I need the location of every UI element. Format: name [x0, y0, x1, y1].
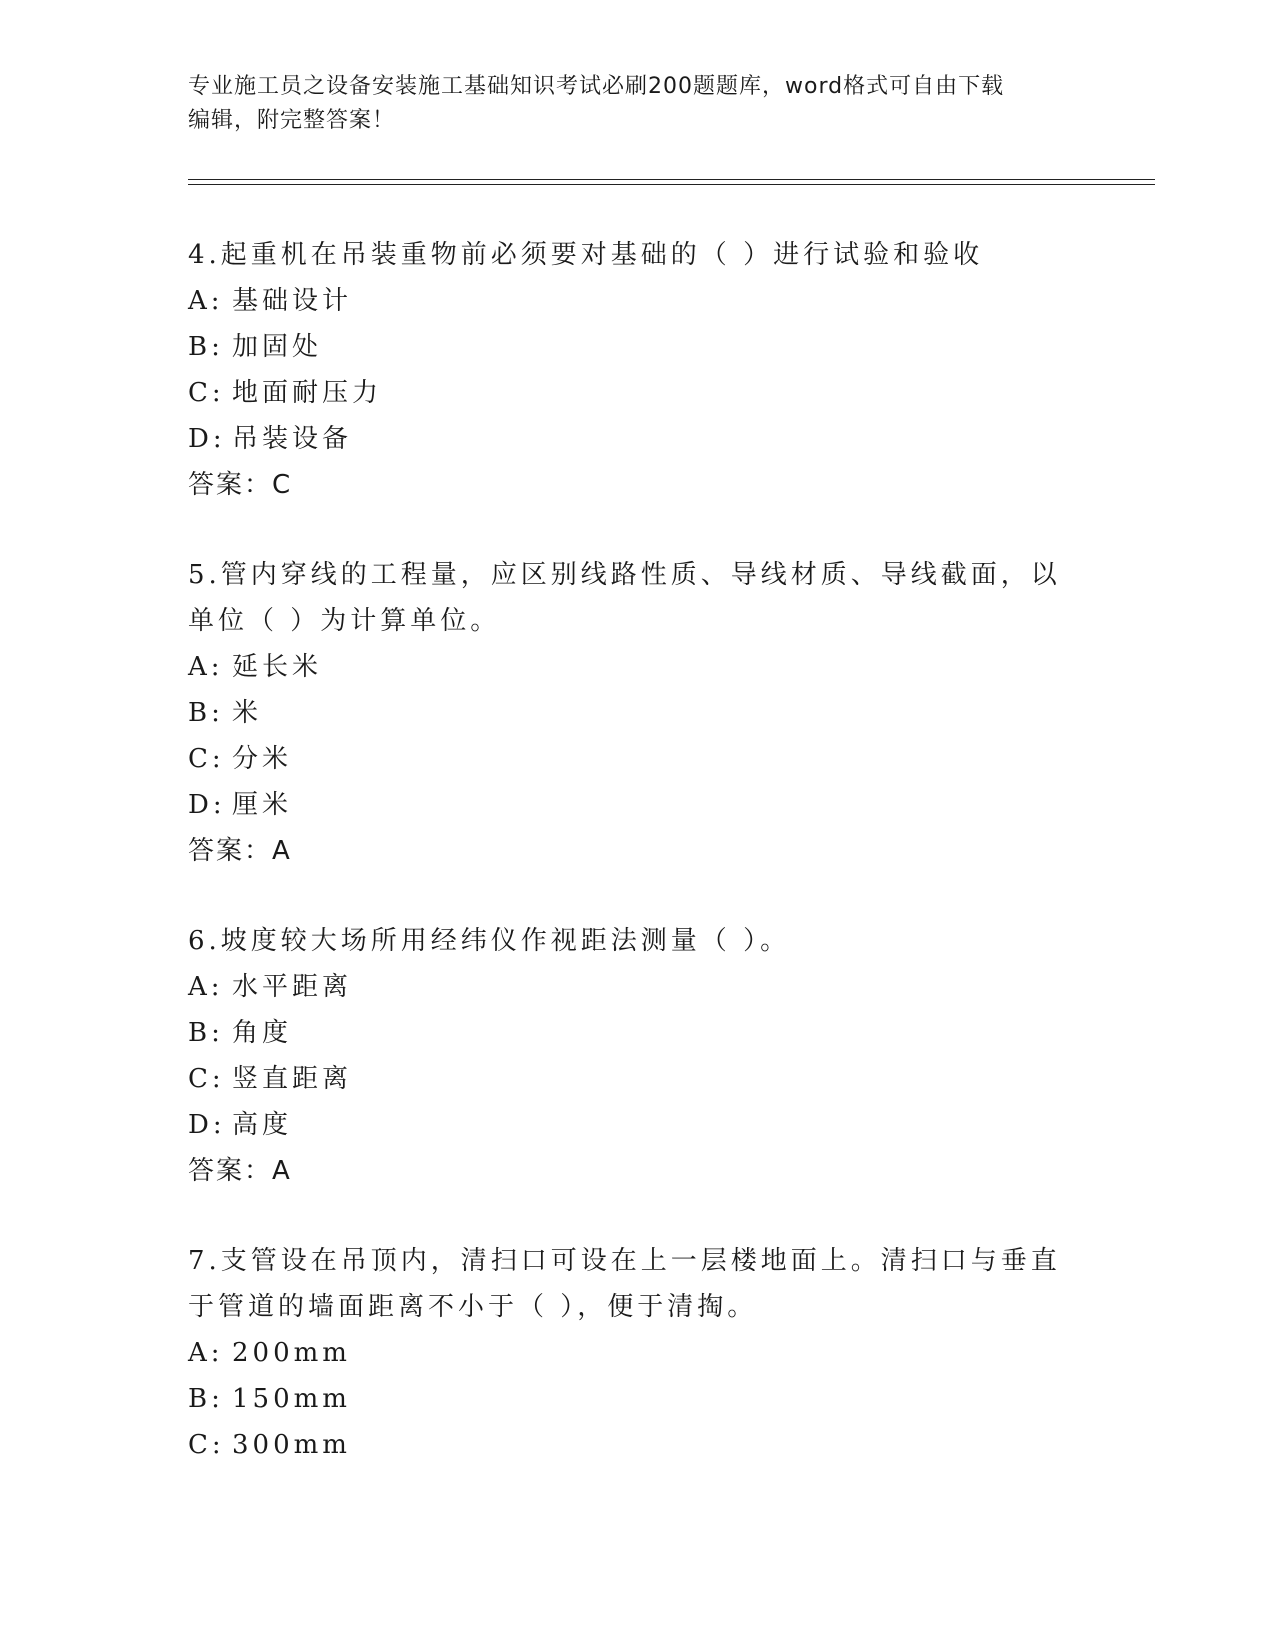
option-d: D: 厘米	[188, 790, 293, 820]
question-stem: 7.支管设在吊顶内，清扫口可设在上一层楼地面上。清扫口与垂直于管道的墙面距离不小于（ ），便于清掏。	[188, 1246, 1061, 1322]
document-header	[188, 70, 1088, 138]
option-c: C: 竖直距离	[188, 1064, 353, 1094]
header-divider-bottom	[188, 184, 1155, 185]
header-divider-top	[188, 179, 1155, 180]
answer-label: 答案：A	[188, 836, 292, 866]
option-b: B: 角度	[188, 1018, 293, 1048]
option-a: A: 延长米	[188, 652, 323, 682]
header-line-1: 专业施工员之设备安装施工基础知识考试必刷200题题库，word格式可自由下载	[188, 74, 1005, 99]
option-a: A: 基础设计	[188, 286, 353, 316]
option-c: C: 分米	[188, 744, 293, 774]
question-stem: 5.管内穿线的工程量，应区别线路性质、导线材质、导线截面，以单位（ ）为计算单位。	[188, 560, 1061, 636]
option-c: C: 300mm	[188, 1430, 351, 1460]
question-7	[188, 1238, 1088, 1468]
question-4	[188, 232, 1088, 508]
option-b: B: 150mm	[188, 1384, 351, 1414]
option-a: A: 水平距离	[188, 972, 353, 1002]
option-c: C: 地面耐压力	[188, 378, 383, 408]
answer-label: 答案：C	[188, 470, 293, 500]
option-d: D: 吊装设备	[188, 424, 353, 454]
header-line-2: 编辑，附完整答案！	[188, 108, 396, 133]
question-5	[188, 552, 1088, 874]
option-b: B: 加固处	[188, 332, 323, 362]
question-stem: 6.坡度较大场所用经纬仪作视距法测量（ ）。	[188, 926, 791, 956]
answer-label: 答案：A	[188, 1156, 292, 1186]
question-list	[188, 232, 1088, 1512]
option-d: D: 高度	[188, 1110, 293, 1140]
option-b: B: 米	[188, 698, 263, 728]
question-6	[188, 918, 1088, 1194]
question-stem: 4.起重机在吊装重物前必须要对基础的（ ）进行试验和验收	[188, 240, 984, 270]
option-a: A: 200mm	[188, 1338, 351, 1368]
